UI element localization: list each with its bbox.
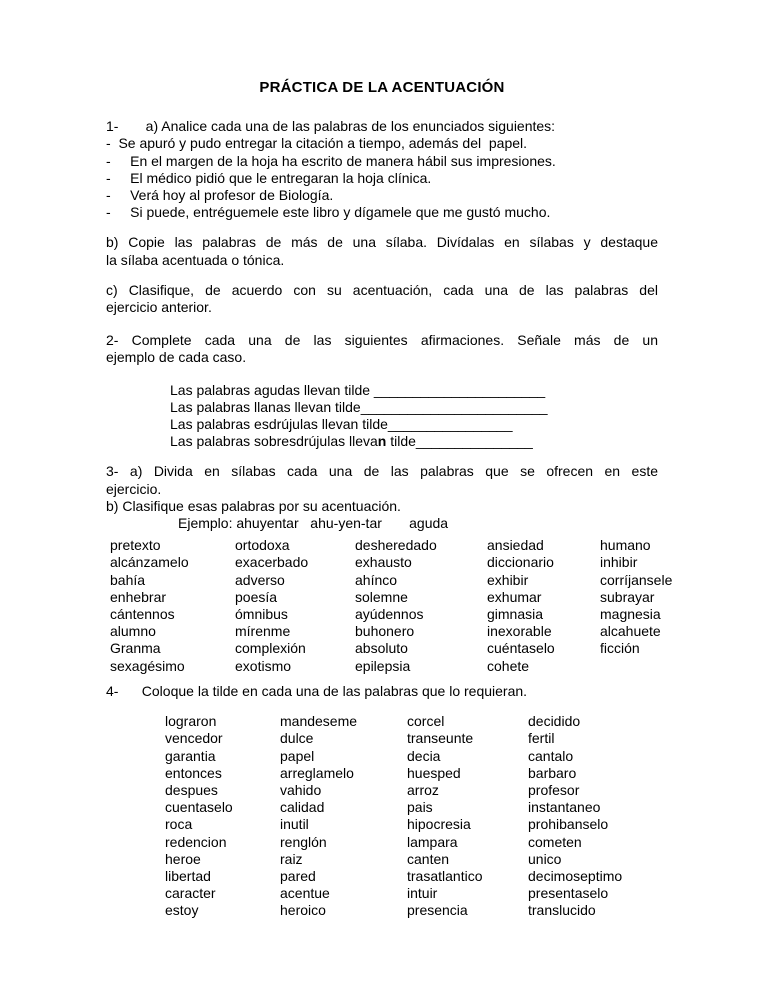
word-column — [110, 537, 235, 675]
word-item: exotismo — [235, 657, 292, 674]
word-item: corcel — [407, 713, 445, 730]
fill-in-line — [170, 416, 658, 433]
fill-in-blank-rule: ______________________ — [373, 381, 546, 398]
word-item: cometen — [528, 833, 582, 850]
word-item: raiz — [280, 850, 303, 867]
word-item: pared — [280, 867, 316, 884]
word-item: unico — [528, 850, 562, 867]
word-item: alumno — [110, 623, 156, 640]
exercise-1-bullet-list — [106, 135, 658, 221]
word-item: estoy — [165, 902, 199, 919]
word-item: desheredado — [355, 537, 437, 554]
word-item: ortodoxa — [235, 537, 290, 554]
word-item: complexión — [235, 640, 306, 657]
word-item: ansiedad — [487, 537, 544, 554]
fill-in-text: Las palabras llanas llevan tilde — [170, 398, 361, 415]
word-item: mandeseme — [280, 713, 358, 730]
word-item: renglón — [280, 833, 327, 850]
word-item: ayúdennos — [355, 606, 424, 623]
exercise-1-heading: 1- a) Analice cada una de las palabras de los enunciados siguientes: — [106, 118, 556, 135]
fill-in-bold-letter: n — [377, 433, 387, 450]
word-item: vencedor — [165, 730, 223, 747]
bullet-line: - Verá hoy al profesor de Biología. — [106, 187, 334, 204]
fill-in-line — [170, 382, 658, 399]
fill-in-text: Las palabras esdrújulas llevan tilde — [170, 416, 388, 433]
word-item: barbaro — [528, 764, 577, 781]
bullet-line: - Se apuró y pudo entregar la citación a tiempo, además del papel. — [106, 135, 528, 152]
word-item: ahínco — [355, 571, 398, 588]
word-item: magnesia — [600, 606, 661, 623]
word-item: enhebrar — [110, 588, 167, 605]
word-item: diccionario — [487, 554, 554, 571]
word-item: redencion — [165, 833, 227, 850]
exercise-1b — [106, 234, 658, 268]
exercise-1 — [106, 118, 658, 221]
word-item: exhibir — [487, 571, 529, 588]
word-item: hipocresia — [407, 816, 471, 833]
fill-in-blank-rule: ________________ — [387, 416, 513, 433]
word-item: epilepsia — [355, 657, 411, 674]
word-item: bahía — [110, 571, 146, 588]
exercise-1c-line1: c) Clasifique, de acuerdo con su acentuación, cada una de las palabras del — [106, 281, 658, 298]
word-item: cantalo — [528, 747, 574, 764]
word-item: canten — [407, 850, 450, 867]
word-item: cántennos — [110, 606, 175, 623]
word-item: heroe — [165, 850, 201, 867]
fill-in-line — [170, 399, 658, 416]
word-item: poesía — [235, 588, 278, 605]
word-item: intuir — [407, 885, 438, 902]
word-item: decimoseptimo — [528, 867, 623, 884]
word-item: trasatlantico — [407, 867, 483, 884]
word-item: pretexto — [110, 537, 161, 554]
exercise-4 — [106, 683, 658, 700]
fill-in-line — [170, 433, 658, 450]
word-item: alcánzamelo — [110, 554, 189, 571]
word-item: instantaneo — [528, 799, 601, 816]
exercise-1b-line2: la sílaba acentuada o tónica. — [106, 251, 285, 268]
exercise-4-heading: 4- Coloque la tilde en cada una de las palabras que lo requieran. — [106, 682, 528, 699]
word-item: papel — [280, 747, 315, 764]
word-item: profesor — [528, 781, 580, 798]
word-column — [280, 713, 407, 919]
word-item: transeunte — [407, 730, 474, 747]
word-item: vahido — [280, 781, 322, 798]
exercise-1c-line2: ejercicio anterior. — [106, 299, 212, 316]
fill-in-text: Las palabras sobresdrújulas lleva — [170, 433, 378, 450]
exercise-2-line2: ejemplo de cada caso. — [106, 349, 247, 366]
exercise-2-line1: 2- Complete cada una de las siguientes afirmaciones. Señale más de un — [106, 332, 658, 349]
word-column — [165, 713, 280, 919]
word-item: arroz — [407, 781, 439, 798]
word-column — [235, 537, 355, 675]
exercise-3-line3: b) Clasifique esas palabras por su acentuación. — [106, 497, 401, 514]
word-item: presencia — [407, 902, 468, 919]
exercise-1b-line1: b) Copie las palabras de más de una sílaba. Divídalas en sílabas y destaque — [106, 234, 658, 251]
exercise-3 — [106, 463, 658, 532]
word-item: acentue — [280, 885, 330, 902]
word-item: heroico — [280, 902, 326, 919]
word-item: translucido — [528, 902, 596, 919]
word-item: entonces — [165, 764, 222, 781]
word-item: prohibanselo — [528, 816, 609, 833]
word-column — [600, 537, 672, 657]
word-item: inutil — [280, 816, 309, 833]
word-item: caracter — [165, 885, 216, 902]
word-column — [407, 713, 528, 919]
word-column — [487, 537, 600, 675]
word-item: Granma — [110, 640, 161, 657]
word-column — [355, 537, 487, 675]
word-item: arreglamelo — [280, 764, 354, 781]
word-item: subrayar — [600, 588, 655, 605]
word-item: decidido — [528, 713, 581, 730]
word-item: inhibir — [600, 554, 638, 571]
word-item: presentaselo — [528, 885, 609, 902]
word-item: cuentaselo — [165, 799, 233, 816]
word-item: humano — [600, 537, 651, 554]
exercise-1c — [106, 282, 658, 316]
word-item: ómnibus — [235, 606, 288, 623]
word-item: exacerbado — [235, 554, 309, 571]
word-item: decia — [407, 747, 441, 764]
word-item: huesped — [407, 764, 461, 781]
page-title: PRÁCTICA DE LA ACENTUACIÓN — [259, 79, 505, 96]
word-item: dulce — [280, 730, 314, 747]
word-item: solemne — [355, 588, 408, 605]
word-item: calidad — [280, 799, 325, 816]
word-item: roca — [165, 816, 193, 833]
fill-in-blank-list — [170, 382, 658, 451]
word-item: buhonero — [355, 623, 415, 640]
word-item: ficción — [600, 640, 640, 657]
word-item: exhausto — [355, 554, 412, 571]
word-item: pais — [407, 799, 433, 816]
word-item: sexagésimo — [110, 657, 185, 674]
word-item: lampara — [407, 833, 458, 850]
word-item: exhumar — [487, 588, 542, 605]
exercise-2 — [106, 332, 658, 366]
bullet-line: - En el margen de la hoja ha escrito de manera hábil sus impresiones. — [106, 152, 556, 169]
word-item: lograron — [165, 713, 217, 730]
fill-in-text: Las palabras agudas llevan tilde — [170, 381, 374, 398]
exercise-3-line1: 3- a) Divida en sílabas cada una de las palabras que se ofrecen en este — [106, 463, 658, 480]
word-item: inexorable — [487, 623, 552, 640]
word-item: corríjansele — [600, 571, 673, 588]
exercise-3-word-grid — [110, 537, 673, 675]
word-item: cuéntaselo — [487, 640, 555, 657]
fill-in-blank-rule: tilde_______________ — [386, 433, 533, 450]
exercise-3-line2: ejercicio. — [106, 480, 162, 497]
word-item: mírenme — [235, 623, 291, 640]
bullet-line: - El médico pidió que le entregaran la hoja clínica. — [106, 169, 432, 186]
word-item: garantia — [165, 747, 216, 764]
bullet-line: - Si puede, entréguemele este libro y dígamele que me gustó mucho. — [106, 204, 551, 221]
word-item: libertad — [165, 867, 211, 884]
word-item: alcahuete — [600, 623, 661, 640]
word-item: absoluto — [355, 640, 408, 657]
fill-in-blank-rule: ________________________ — [360, 398, 548, 415]
word-item: fertil — [528, 730, 555, 747]
word-item: cohete — [487, 657, 530, 674]
exercise-3-example: Ejemplo: ahuyentar ahu-yen-tar aguda — [178, 515, 449, 532]
word-column — [528, 713, 622, 919]
word-item: adverso — [235, 571, 285, 588]
word-item: gimnasia — [487, 606, 544, 623]
word-item: despues — [165, 781, 218, 798]
exercise-4-word-grid — [165, 713, 658, 919]
